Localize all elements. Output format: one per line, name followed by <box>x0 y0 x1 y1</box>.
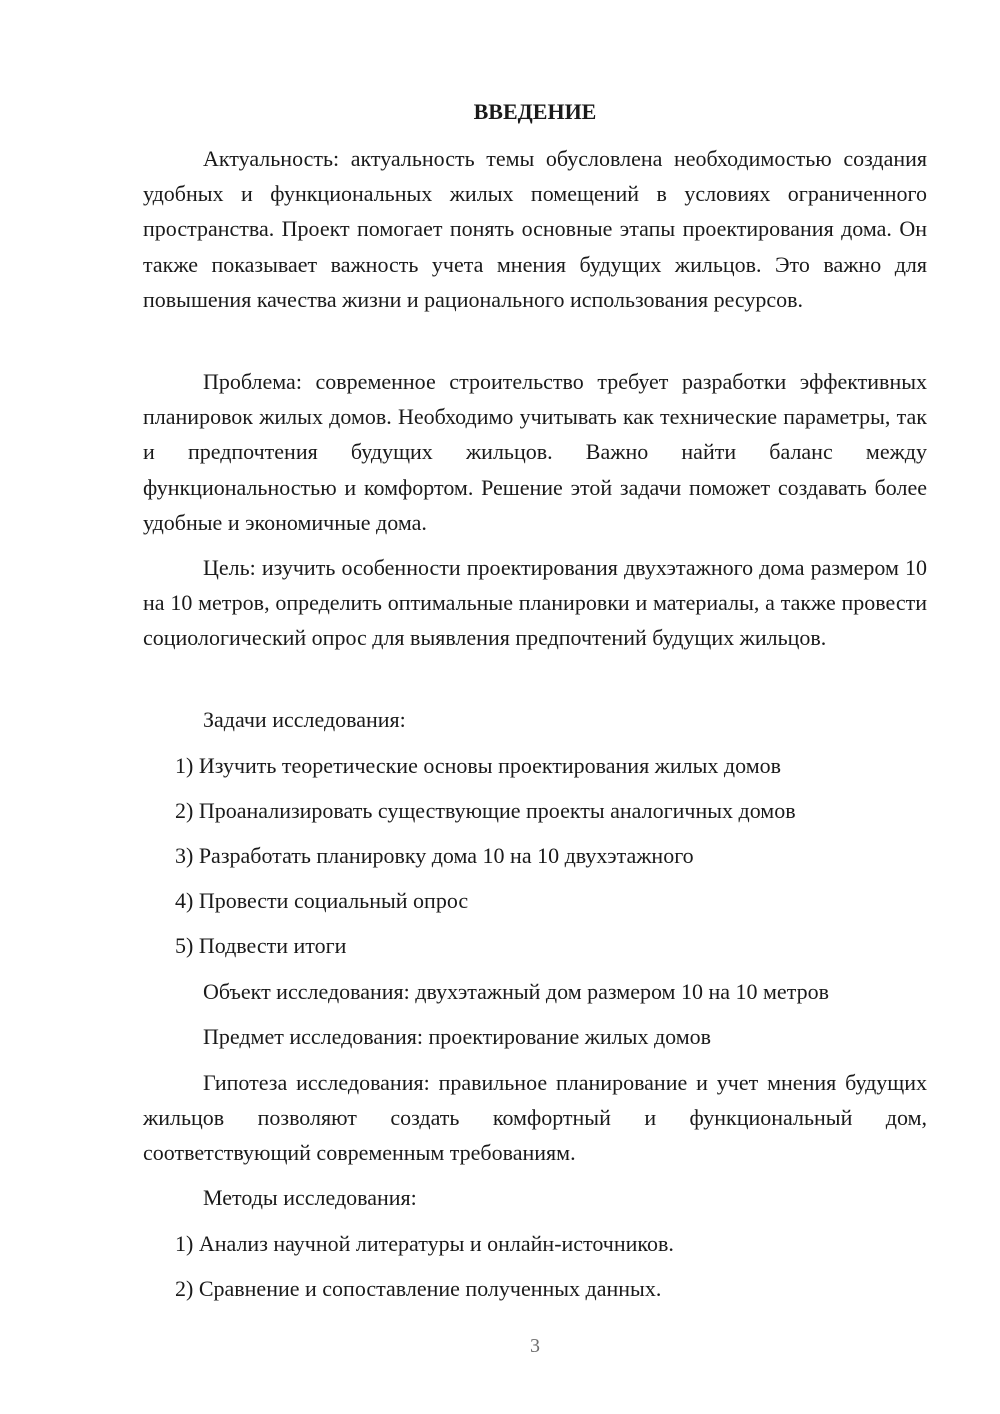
problem-paragraph: Проблема: современное строительство требует разработки эффективных планировок жилых домов. Необходимо учитывать как технические параметры, так и предпочтения будущих жильцов. Важно найти баланс между функциональностью и комфортом. Решение этой задачи поможет создавать более удобные и экономичные дома. <box>143 369 927 535</box>
task-item: 3) Разработать планировку дома 10 на 10 двухэтажного <box>175 843 694 868</box>
goal-paragraph: Цель: изучить особенности проектирования двухэтажного дома размером 10 на 10 метров, определить оптимальные планировки и материалы, а также провести социологический опрос для выявления предпочтений будущих жильцов. <box>143 555 927 651</box>
research-subject: Предмет исследования: проектирование жилых домов <box>203 1024 712 1049</box>
tasks-heading: Задачи исследования: <box>203 707 406 732</box>
task-item: 4) Провести социальный опрос <box>175 888 469 913</box>
task-item: 2) Проанализировать существующие проекты аналогичных домов <box>175 798 796 823</box>
methods-heading: Методы исследования: <box>203 1185 417 1210</box>
page-title: ВВЕДЕНИЕ <box>473 99 597 124</box>
hypothesis-paragraph: Гипотеза исследования: правильное планирование и учет мнения будущих жильцов позволяют создать комфортный и функциональный дом, соответствующий современным требованиям. <box>143 1070 927 1166</box>
task-item: 5) Подвести итоги <box>175 933 347 958</box>
method-item: 1) Анализ научной литературы и онлайн-источников. <box>175 1231 674 1256</box>
research-object: Объект исследования: двухэтажный дом размером 10 на 10 метров <box>203 979 829 1004</box>
task-item: 1) Изучить теоретические основы проектирования жилых домов <box>175 753 782 778</box>
page-number: 3 <box>530 1335 540 1357</box>
method-item: 2) Сравнение и сопоставление полученных данных. <box>175 1276 662 1301</box>
relevance-paragraph: Актуальность: актуальность темы обусловлена необходимостью создания удобных и функциональных жилых помещений в условиях ограниченного пространства. Проект помогает понять основные этапы проектирования дома. Он также показывает важность учета мнения будущих жильцов. Это важно для повышения качества жизни и рационального использования ресурсов. <box>143 146 927 312</box>
